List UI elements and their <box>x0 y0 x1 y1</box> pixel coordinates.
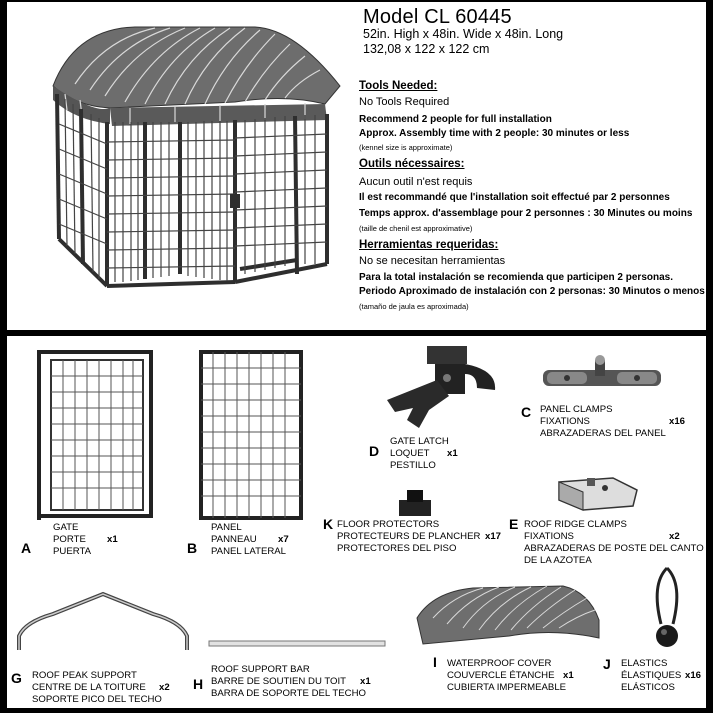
part-i-label-3: CUBIERTA IMPERMEABLE <box>447 682 567 693</box>
floor-protector-illustration <box>395 488 435 518</box>
part-j-label-2: ÉLASTIQUES <box>621 670 682 681</box>
part-e-qty: x2 <box>669 531 680 542</box>
part-j-label-1: ELASTICS <box>621 658 668 669</box>
part-e-label-4: DE LA AZOTEA <box>524 555 592 566</box>
gate-latch-illustration <box>377 340 507 435</box>
part-d-label-1: GATE LATCH <box>390 436 449 447</box>
part-h-label-3: BARRA DE SOPORTE DEL TECHO <box>211 688 366 699</box>
french-recommend: Il est recommandé que l'installation soit effectué par 2 personnes <box>359 192 670 203</box>
part-j-label-3: ELÁSTICOS <box>621 682 675 693</box>
french-note: (taille de chenil est approximative) <box>359 224 473 233</box>
part-a-label-2: PORTE <box>53 534 86 545</box>
part-i-label-2: COUVERCLE ÉTANCHE <box>447 670 555 681</box>
part-b-label-1: PANEL <box>211 522 242 533</box>
english-tools: No Tools Required <box>359 96 450 108</box>
part-d-label-2: LOQUET <box>390 448 430 459</box>
parts-list-panel <box>7 336 706 708</box>
part-g-label-1: ROOF PEAK SUPPORT <box>32 670 137 681</box>
part-e-label-3: ABRAZADERAS DE POSTE DEL CANTO <box>524 543 704 554</box>
part-letter-a: A <box>21 540 32 556</box>
part-i-qty: x1 <box>563 670 574 681</box>
part-h-label-2: BARRE DE SOUTIEN DU TOIT <box>211 676 347 687</box>
english-time: Approx. Assembly time with 2 people: 30 minutes or less <box>359 128 630 139</box>
part-b-label-2: PANNEAU <box>211 534 257 545</box>
spanish-time: Periodo Aproximado de instalación con 2 personas: 30 Minutos o menos <box>359 286 705 297</box>
french-heading: Outils nécessaires: <box>359 158 465 170</box>
part-b-label-3: PANEL LATERAL <box>211 546 287 557</box>
part-k-label-3: PROTECTORES DEL PISO <box>337 543 457 554</box>
part-c-qty: x16 <box>669 416 686 427</box>
part-letter-b: B <box>187 540 198 556</box>
part-k-label-2: PROTECTEURS DE PLANCHER <box>337 531 481 542</box>
part-e-label-1: ROOF RIDGE CLAMPS <box>524 519 627 530</box>
french-time: Temps approx. d'assemblage pour 2 personnes : 30 Minutes ou moins <box>359 208 693 219</box>
part-k-qty: x17 <box>485 531 502 542</box>
panel-clamp-illustration <box>537 352 667 402</box>
roof-support-bar-illustration <box>207 638 387 650</box>
part-b-qty: x7 <box>278 534 289 545</box>
part-letter-d: D <box>369 443 380 459</box>
roof-ridge-clamp-illustration <box>553 472 643 516</box>
part-g-label-3: SOPORTE PICO DEL TECHO <box>32 694 162 705</box>
part-h-qty: x1 <box>360 676 371 687</box>
model-title: Model CL 60445 <box>363 6 512 28</box>
english-recommend: Recommend 2 people for full installation <box>359 114 552 125</box>
part-d-label-3: PESTILLO <box>390 460 436 471</box>
gate-illustration <box>35 346 157 524</box>
dimensions-imperial: 52in. High x 48in. Wide x 48in. Long <box>363 27 564 41</box>
part-letter-k: K <box>323 516 334 532</box>
part-e-label-2: FIXATIONS <box>524 531 574 542</box>
part-a-qty: x1 <box>107 534 118 545</box>
product-info-panel <box>7 2 706 330</box>
spanish-heading: Herramientas requeridas: <box>359 239 499 251</box>
roof-peak-support-illustration <box>13 586 193 656</box>
part-j-qty: x16 <box>685 670 702 681</box>
part-g-qty: x2 <box>159 682 170 693</box>
kennel-illustration <box>35 24 365 324</box>
part-letter-h: H <box>193 676 204 692</box>
part-letter-j: J <box>603 656 611 672</box>
part-k-label-1: FLOOR PROTECTORS <box>337 519 440 530</box>
part-a-label-3: PUERTA <box>53 546 92 557</box>
part-letter-e: E <box>509 516 519 532</box>
part-c-label-2: FIXATIONS <box>540 416 590 427</box>
dimensions-metric: 132,08 x 122 x 122 cm <box>363 42 490 56</box>
english-note: (kennel size is approximate) <box>359 143 453 152</box>
spanish-recommend: Para la total instalación se recomienda que participen 2 personas. <box>359 272 673 283</box>
french-tools: Aucun outil n'est requis <box>359 176 473 188</box>
part-c-label-3: ABRAZADERAS DEL PANEL <box>540 428 666 439</box>
part-letter-i: I <box>433 654 437 670</box>
part-i-label-1: WATERPROOF COVER <box>447 658 552 669</box>
part-a-label-1: GATE <box>53 522 79 533</box>
part-d-qty: x1 <box>447 448 458 459</box>
spanish-note: (tamaño de jaula es aproximada) <box>359 302 469 311</box>
elastic-illustration <box>647 564 687 664</box>
part-letter-g: G <box>11 670 22 686</box>
panel-illustration <box>195 346 307 524</box>
part-h-label-1: ROOF SUPPORT BAR <box>211 664 310 675</box>
waterproof-cover-illustration <box>413 584 603 646</box>
english-heading: Tools Needed: <box>359 80 438 92</box>
part-letter-c: C <box>521 404 532 420</box>
part-g-label-2: CENTRE DE LA TOITURE <box>32 682 146 693</box>
part-c-label-1: PANEL CLAMPS <box>540 404 613 415</box>
spanish-tools: No se necesitan herramientas <box>359 255 506 267</box>
